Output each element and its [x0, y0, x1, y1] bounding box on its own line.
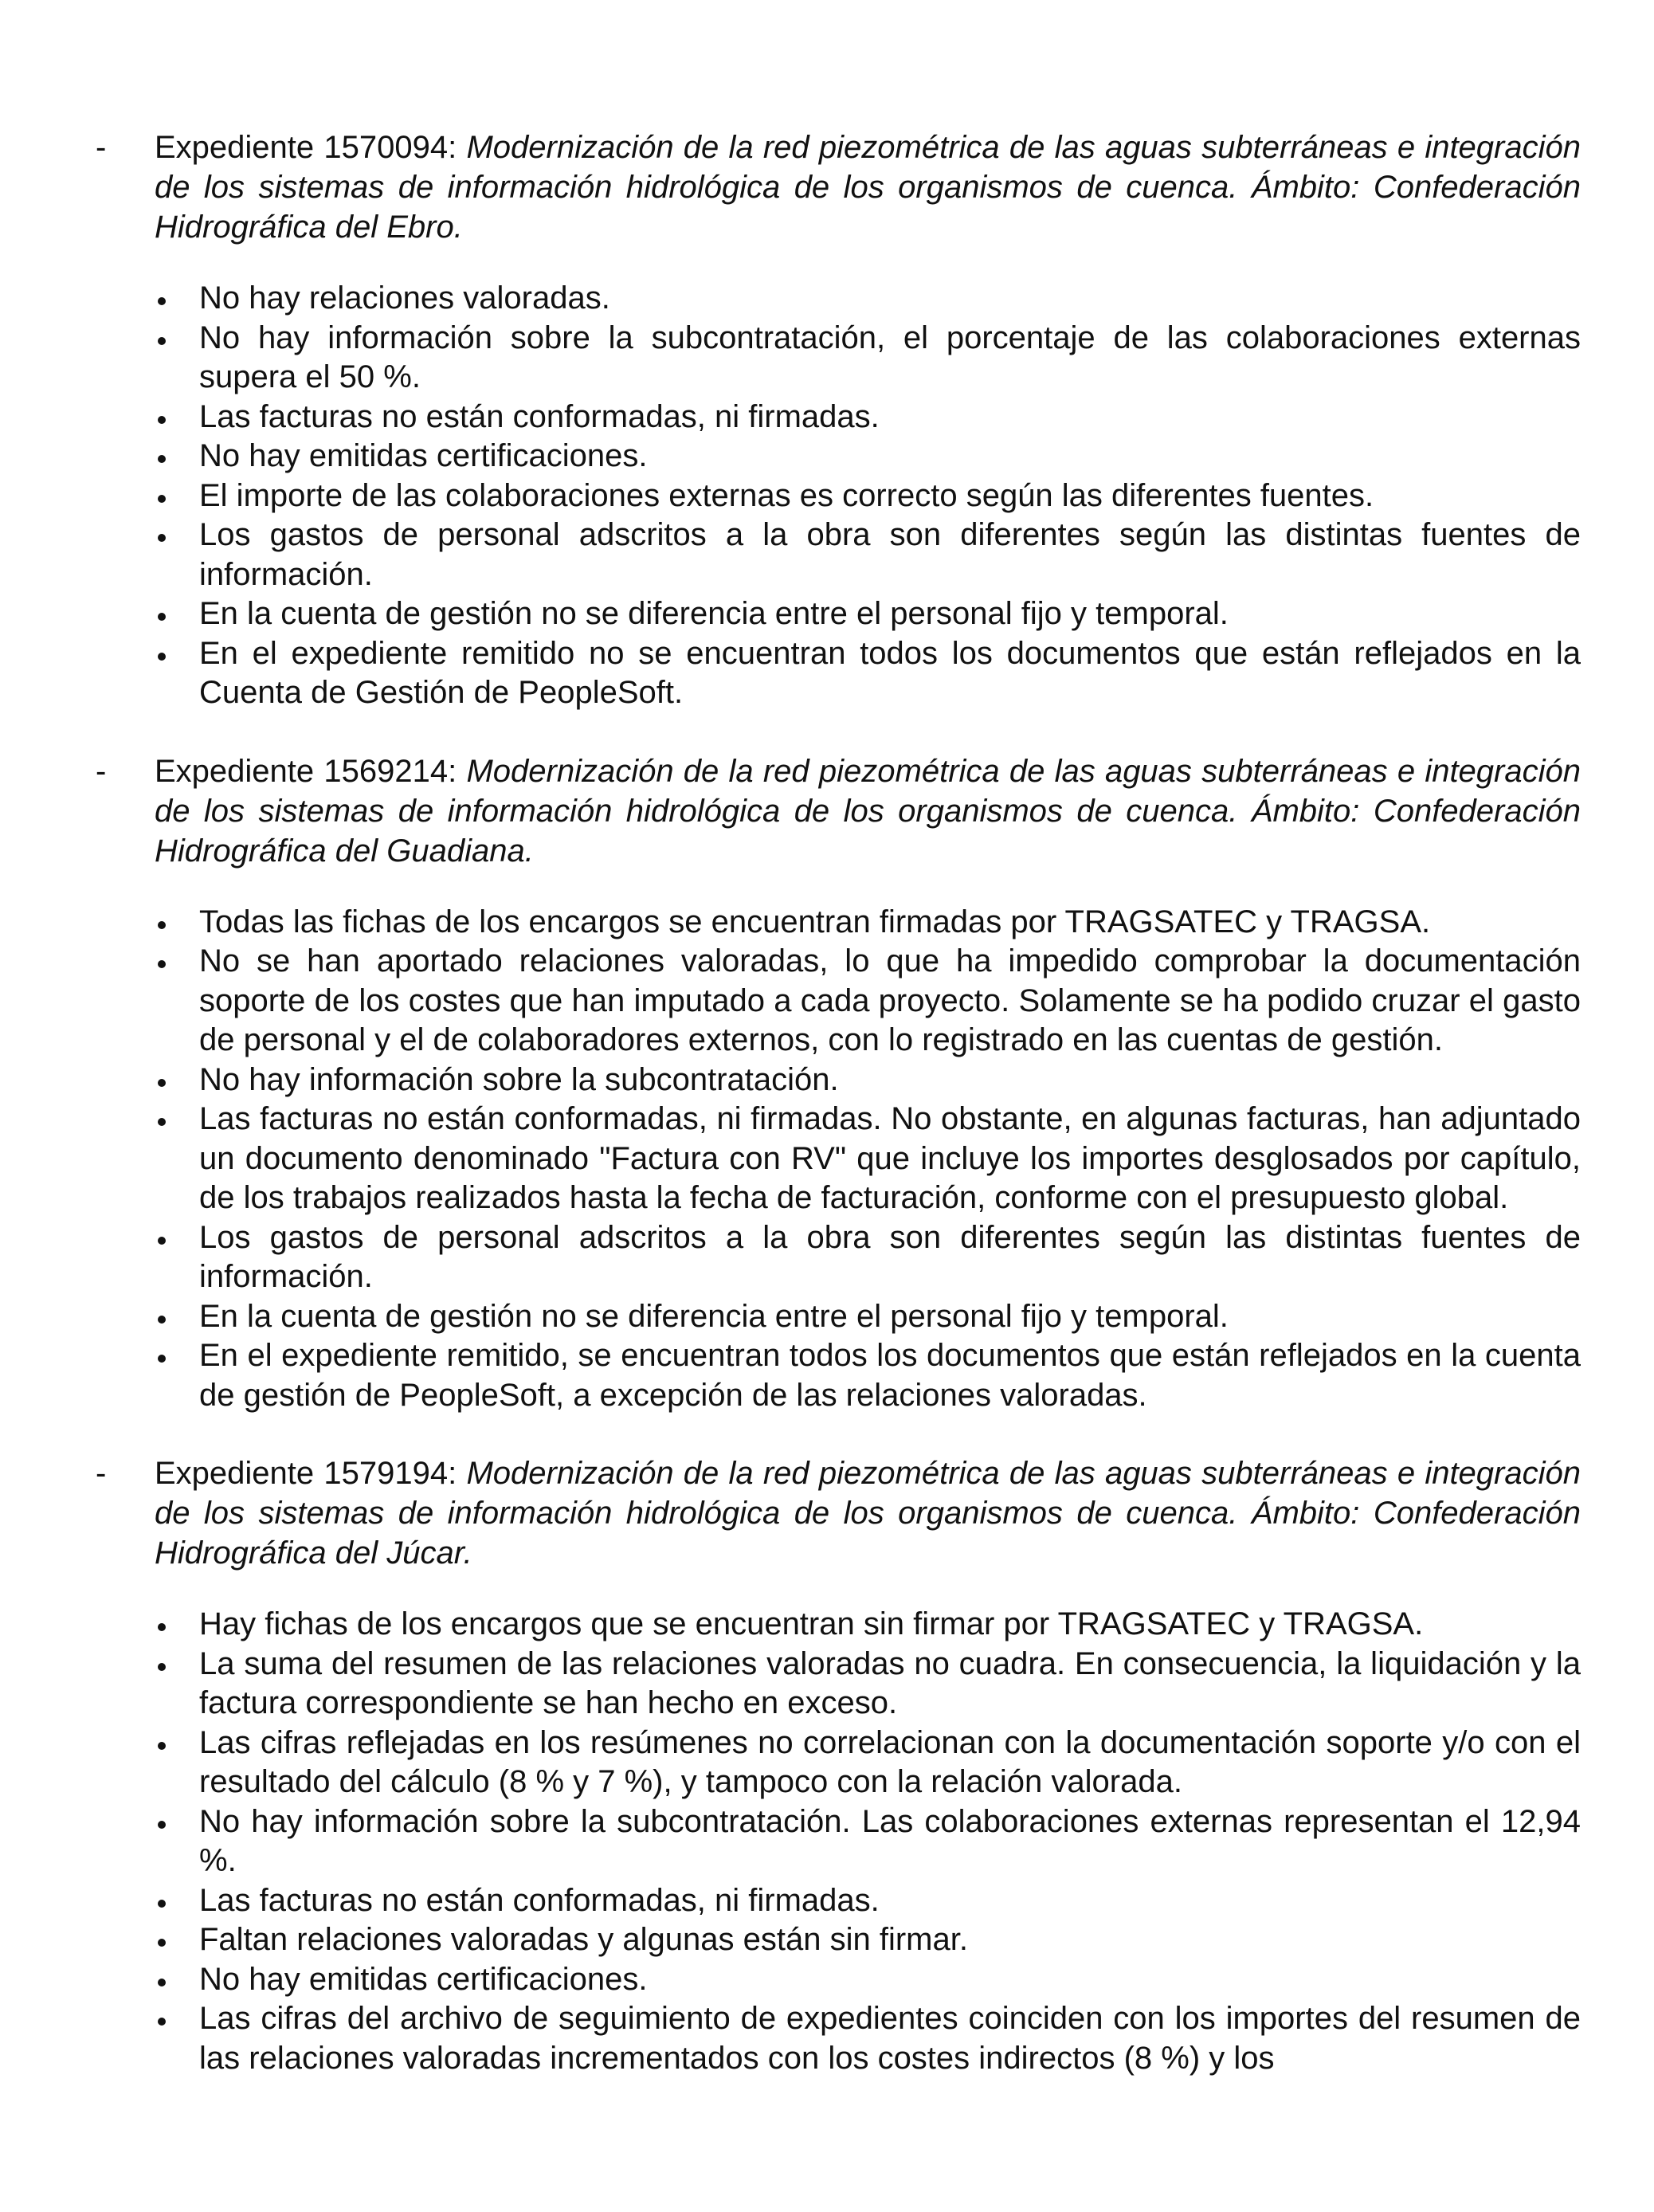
bullet-icon — [151, 1920, 199, 1960]
list-item: No hay información sobre la subcontratación. — [151, 1061, 1581, 1100]
bullet-icon — [151, 1061, 199, 1100]
expediente-title: Modernización de la red piezométrica de las aguas subterráneas e integración de los sistemas de información hidrológica de los organismos de cuenca. Ámbito: Confederación Hidrográfica del Ebro. — [155, 130, 1581, 245]
list-item: No se han aportado relaciones valoradas, lo que ha impedido comprobar la documentación soporte de los costes que han imputado a cada proyecto. Solamente se ha podido cruzar el gasto de personal y el de colaboradores externos, con lo registrado en las cuentas de gestión. — [151, 942, 1581, 1061]
dash-marker: - — [96, 753, 107, 789]
bullet-icon — [151, 1724, 199, 1802]
expediente-heading — [96, 1453, 1581, 1573]
list-item: Los gastos de personal adscritos a la obra son diferentes según las distintas fuentes de información. — [151, 1218, 1581, 1297]
dash-marker: - — [96, 130, 107, 165]
bullet-icon — [151, 477, 199, 516]
finding-list — [96, 903, 1581, 1416]
bullet-icon — [151, 1999, 199, 2078]
expediente-heading — [96, 751, 1581, 871]
bullet-icon — [151, 1802, 199, 1881]
list-item: No hay relaciones valoradas. — [151, 279, 1581, 319]
expediente-title: Modernización de la red piezométrica de las aguas subterráneas e integración de los sistemas de información hidrológica de los organismos de cuenca. Ámbito: Confederación Hidrográfica del Júcar. — [155, 1456, 1581, 1571]
list-item: En el expediente remitido, se encuentran todos los documentos que están reflejados en la cuenta de gestión de PeopleSoft, a excepción de las relaciones valoradas. — [151, 1336, 1581, 1415]
bullet-icon — [151, 1336, 199, 1415]
expediente-section — [96, 127, 1581, 713]
list-item: No hay información sobre la subcontratación. Las colaboraciones externas representan el 12,94 %. — [151, 1802, 1581, 1881]
list-item: No hay emitidas certificaciones. — [151, 1960, 1581, 2000]
list-item: Las facturas no están conformadas, ni firmadas. — [151, 398, 1581, 437]
bullet-icon — [151, 1960, 199, 2000]
bullet-icon — [151, 1218, 199, 1297]
list-item: No hay información sobre la subcontratación, el porcentaje de las colaboraciones externas supera el 50 %. — [151, 319, 1581, 398]
bullet-icon — [151, 1605, 199, 1645]
expediente-section — [96, 1453, 1581, 2078]
bullet-icon — [151, 1100, 199, 1218]
bullet-icon — [151, 516, 199, 594]
finding-list — [96, 1605, 1581, 2078]
expediente-section — [96, 751, 1581, 1416]
dash-marker: - — [96, 1456, 107, 1491]
expediente-title: Modernización de la red piezométrica de las aguas subterráneas e integración de los sistemas de información hidrológica de los organismos de cuenca. Ámbito: Confederación Hidrográfica del Guadiana. — [155, 753, 1581, 869]
list-item: No hay emitidas certificaciones. — [151, 437, 1581, 477]
list-item: Las cifras reflejadas en los resúmenes no correlacionan con la documentación soporte y/o con el resultado del cálculo (8 % y 7 %), y tampoco con la relación valorada. — [151, 1724, 1581, 1802]
finding-list — [96, 279, 1581, 713]
bullet-icon — [151, 398, 199, 437]
bullet-icon — [151, 942, 199, 1061]
bullet-icon — [151, 634, 199, 713]
list-item: Los gastos de personal adscritos a la obra son diferentes según las distintas fuentes de información. — [151, 516, 1581, 594]
list-item: Las facturas no están conformadas, ni firmadas. No obstante, en algunas facturas, han adjuntado un documento denominado "Factura con RV" que incluye los importes desglosados por capítulo, de los trabajos realizados hasta la fecha de facturación, conforme con el presupuesto global. — [151, 1100, 1581, 1218]
list-item: El importe de las colaboraciones externas es correcto según las diferentes fuentes. — [151, 477, 1581, 516]
bullet-icon — [151, 1297, 199, 1337]
bullet-icon — [151, 903, 199, 943]
list-item: Hay fichas de los encargos que se encuentran sin firmar por TRAGSATEC y TRAGSA. — [151, 1605, 1581, 1645]
expediente-label: Expediente 1570094: — [155, 130, 467, 165]
expediente-label: Expediente 1569214: — [155, 753, 467, 789]
list-item: En la cuenta de gestión no se diferencia entre el personal fijo y temporal. — [151, 1297, 1581, 1337]
bullet-icon — [151, 279, 199, 319]
bullet-icon — [151, 319, 199, 398]
list-item: La suma del resumen de las relaciones valoradas no cuadra. En consecuencia, la liquidación y la factura correspondiente se han hecho en exceso. — [151, 1645, 1581, 1724]
bullet-icon — [151, 437, 199, 477]
bullet-icon — [151, 594, 199, 634]
bullet-icon — [151, 1881, 199, 1921]
list-item: Todas las fichas de los encargos se encuentran firmadas por TRAGSATEC y TRAGSA. — [151, 903, 1581, 943]
expediente-heading — [96, 127, 1581, 247]
expediente-label: Expediente 1579194: — [155, 1456, 467, 1491]
list-item: Las cifras del archivo de seguimiento de expedientes coinciden con los importes del resumen de las relaciones valoradas incrementados con los costes indirectos (8 %) y los — [151, 1999, 1581, 2078]
list-item: En la cuenta de gestión no se diferencia entre el personal fijo y temporal. — [151, 594, 1581, 634]
list-item: Las facturas no están conformadas, ni firmadas. — [151, 1881, 1581, 1921]
list-item: En el expediente remitido no se encuentran todos los documentos que están reflejados en la Cuenta de Gestión de PeopleSoft. — [151, 634, 1581, 713]
list-item: Faltan relaciones valoradas y algunas están sin firmar. — [151, 1920, 1581, 1960]
bullet-icon — [151, 1645, 199, 1724]
